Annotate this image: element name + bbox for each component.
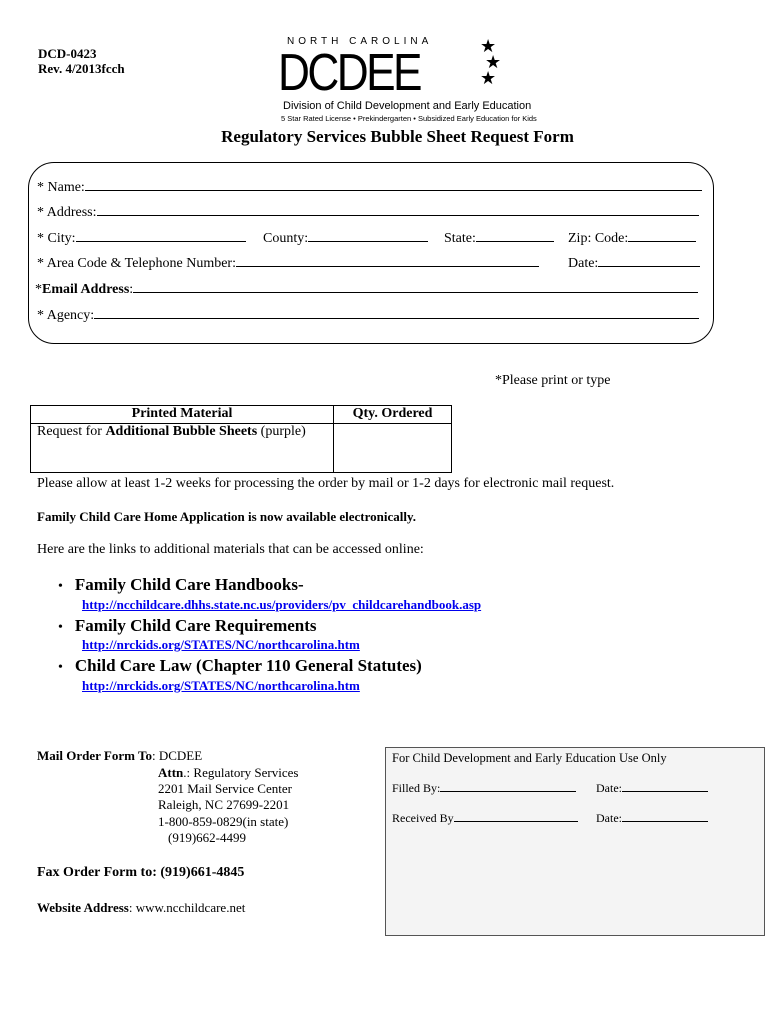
mail-phone: 1-800-859-0829(in state) bbox=[158, 814, 289, 829]
logo-tagline: 5 Star Rated License • Prekindergarten • Subsidized Early Education for Kids bbox=[281, 114, 537, 123]
form-id: DCD-0423 bbox=[38, 46, 97, 61]
city-label: * City: bbox=[37, 231, 76, 246]
resource-title: Family Child Care Requirements bbox=[74, 616, 317, 635]
resource-link[interactable]: http://nrckids.org/STATES/NC/northcarolina.htm bbox=[82, 637, 360, 652]
page-title: Regulatory Services Bubble Sheet Request Form bbox=[221, 127, 574, 146]
agency-field[interactable] bbox=[37, 306, 699, 324]
print-note: *Please print or type bbox=[495, 373, 611, 388]
col-printed-material: Printed Material bbox=[31, 406, 334, 424]
address-label: * Address: bbox=[37, 205, 97, 220]
dcdee-logo bbox=[275, 36, 535, 126]
attn-value: .: Regulatory Services bbox=[183, 765, 299, 780]
date-label: Date: bbox=[596, 781, 622, 795]
resource-title: Family Child Care Handbooks- bbox=[74, 575, 304, 594]
mail-phone: (919)662-4499 bbox=[168, 830, 246, 845]
table-header bbox=[31, 406, 452, 424]
phone-label: * Area Code & Telephone Number: bbox=[37, 256, 236, 271]
county-label: County: bbox=[263, 231, 309, 246]
address-field[interactable] bbox=[37, 203, 699, 221]
logo-division: Division of Child Development and Early Education bbox=[283, 100, 532, 112]
filled-by-field[interactable] bbox=[392, 780, 576, 796]
received-date-field[interactable] bbox=[596, 810, 708, 826]
row-suffix: (purple) bbox=[257, 424, 306, 439]
row-prefix: Request for bbox=[37, 424, 106, 439]
agency-label: * Agency: bbox=[37, 308, 95, 323]
mail-attn bbox=[158, 766, 298, 781]
zip-label: Zip: Code: bbox=[568, 231, 629, 246]
filled-by-label: Filled By: bbox=[392, 781, 441, 795]
mail-label: Mail Order Form To bbox=[37, 748, 152, 763]
county-field[interactable] bbox=[263, 229, 428, 247]
email-asterisk: * bbox=[35, 282, 42, 297]
website bbox=[37, 901, 245, 916]
state-label: State: bbox=[444, 231, 476, 246]
resource-link[interactable]: http://nrckids.org/STATES/NC/northcarolina.htm bbox=[82, 678, 360, 693]
mail-address-line: 2201 Mail Service Center bbox=[158, 781, 292, 796]
resource-item bbox=[58, 616, 317, 636]
received-by-label: Received By bbox=[392, 811, 454, 825]
bullet-icon: • bbox=[58, 620, 63, 635]
state-field[interactable] bbox=[444, 229, 554, 247]
zip-field[interactable] bbox=[568, 229, 696, 247]
mail-address-line: Raleigh, NC 27699-2201 bbox=[158, 797, 290, 812]
resource-link[interactable]: http://ncchildcare.dhhs.state.nc.us/providers/pv_childcarehandbook.asp bbox=[82, 597, 482, 612]
processing-note: Please allow at least 1-2 weeks for processing the order by mail or 1-2 days for electronic mail request. bbox=[37, 476, 615, 491]
email-label: Email Address bbox=[42, 282, 130, 297]
bullet-icon: • bbox=[58, 579, 63, 594]
electronic-note: Family Child Care Home Application is now available electronically. bbox=[37, 509, 417, 524]
attn-label: Attn bbox=[158, 765, 184, 780]
qty-input[interactable] bbox=[334, 424, 452, 473]
row-bold: Additional Bubble Sheets bbox=[105, 424, 258, 439]
materials-table bbox=[30, 405, 452, 473]
email-field[interactable] bbox=[35, 280, 698, 298]
city-field[interactable] bbox=[37, 229, 246, 247]
resource-item bbox=[58, 575, 304, 595]
resource-title: Child Care Law (Chapter 110 General Statutes) bbox=[74, 656, 422, 675]
logo-name: DCDEE bbox=[278, 44, 420, 102]
website-label: Website Address bbox=[37, 900, 129, 915]
email-colon: : bbox=[129, 282, 134, 297]
resource-item bbox=[58, 656, 422, 676]
date-field[interactable] bbox=[568, 254, 700, 272]
col-qty-ordered: Qty. Ordered bbox=[334, 406, 452, 424]
website-value[interactable]: : www.ncchildcare.net bbox=[128, 900, 246, 915]
date-label: Date: bbox=[596, 811, 622, 825]
links-intro: Here are the links to additional materials that can be accessed online: bbox=[37, 542, 424, 557]
mail-order-to bbox=[37, 749, 202, 764]
name-label: * Name: bbox=[37, 180, 85, 195]
revision: Rev. 4/2013fcch bbox=[38, 61, 125, 76]
name-field[interactable] bbox=[37, 178, 702, 196]
filled-date-field[interactable] bbox=[596, 780, 708, 796]
office-use-box bbox=[385, 747, 765, 936]
material-cell bbox=[31, 424, 334, 473]
logo-state: NORTH CAROLINA bbox=[287, 36, 433, 47]
stars-icon: ★ ★ ★ bbox=[480, 36, 502, 88]
fax-number: Fax Order Form to: (919)661-4845 bbox=[37, 865, 245, 880]
date-label: Date: bbox=[568, 256, 599, 271]
received-by-field[interactable] bbox=[392, 810, 578, 826]
phone-field[interactable] bbox=[37, 254, 539, 272]
table-row bbox=[31, 424, 452, 473]
office-title: For Child Development and Early Education Use Only bbox=[392, 751, 667, 765]
mail-recipient: : DCDEE bbox=[151, 748, 203, 763]
bullet-icon: • bbox=[58, 660, 63, 675]
